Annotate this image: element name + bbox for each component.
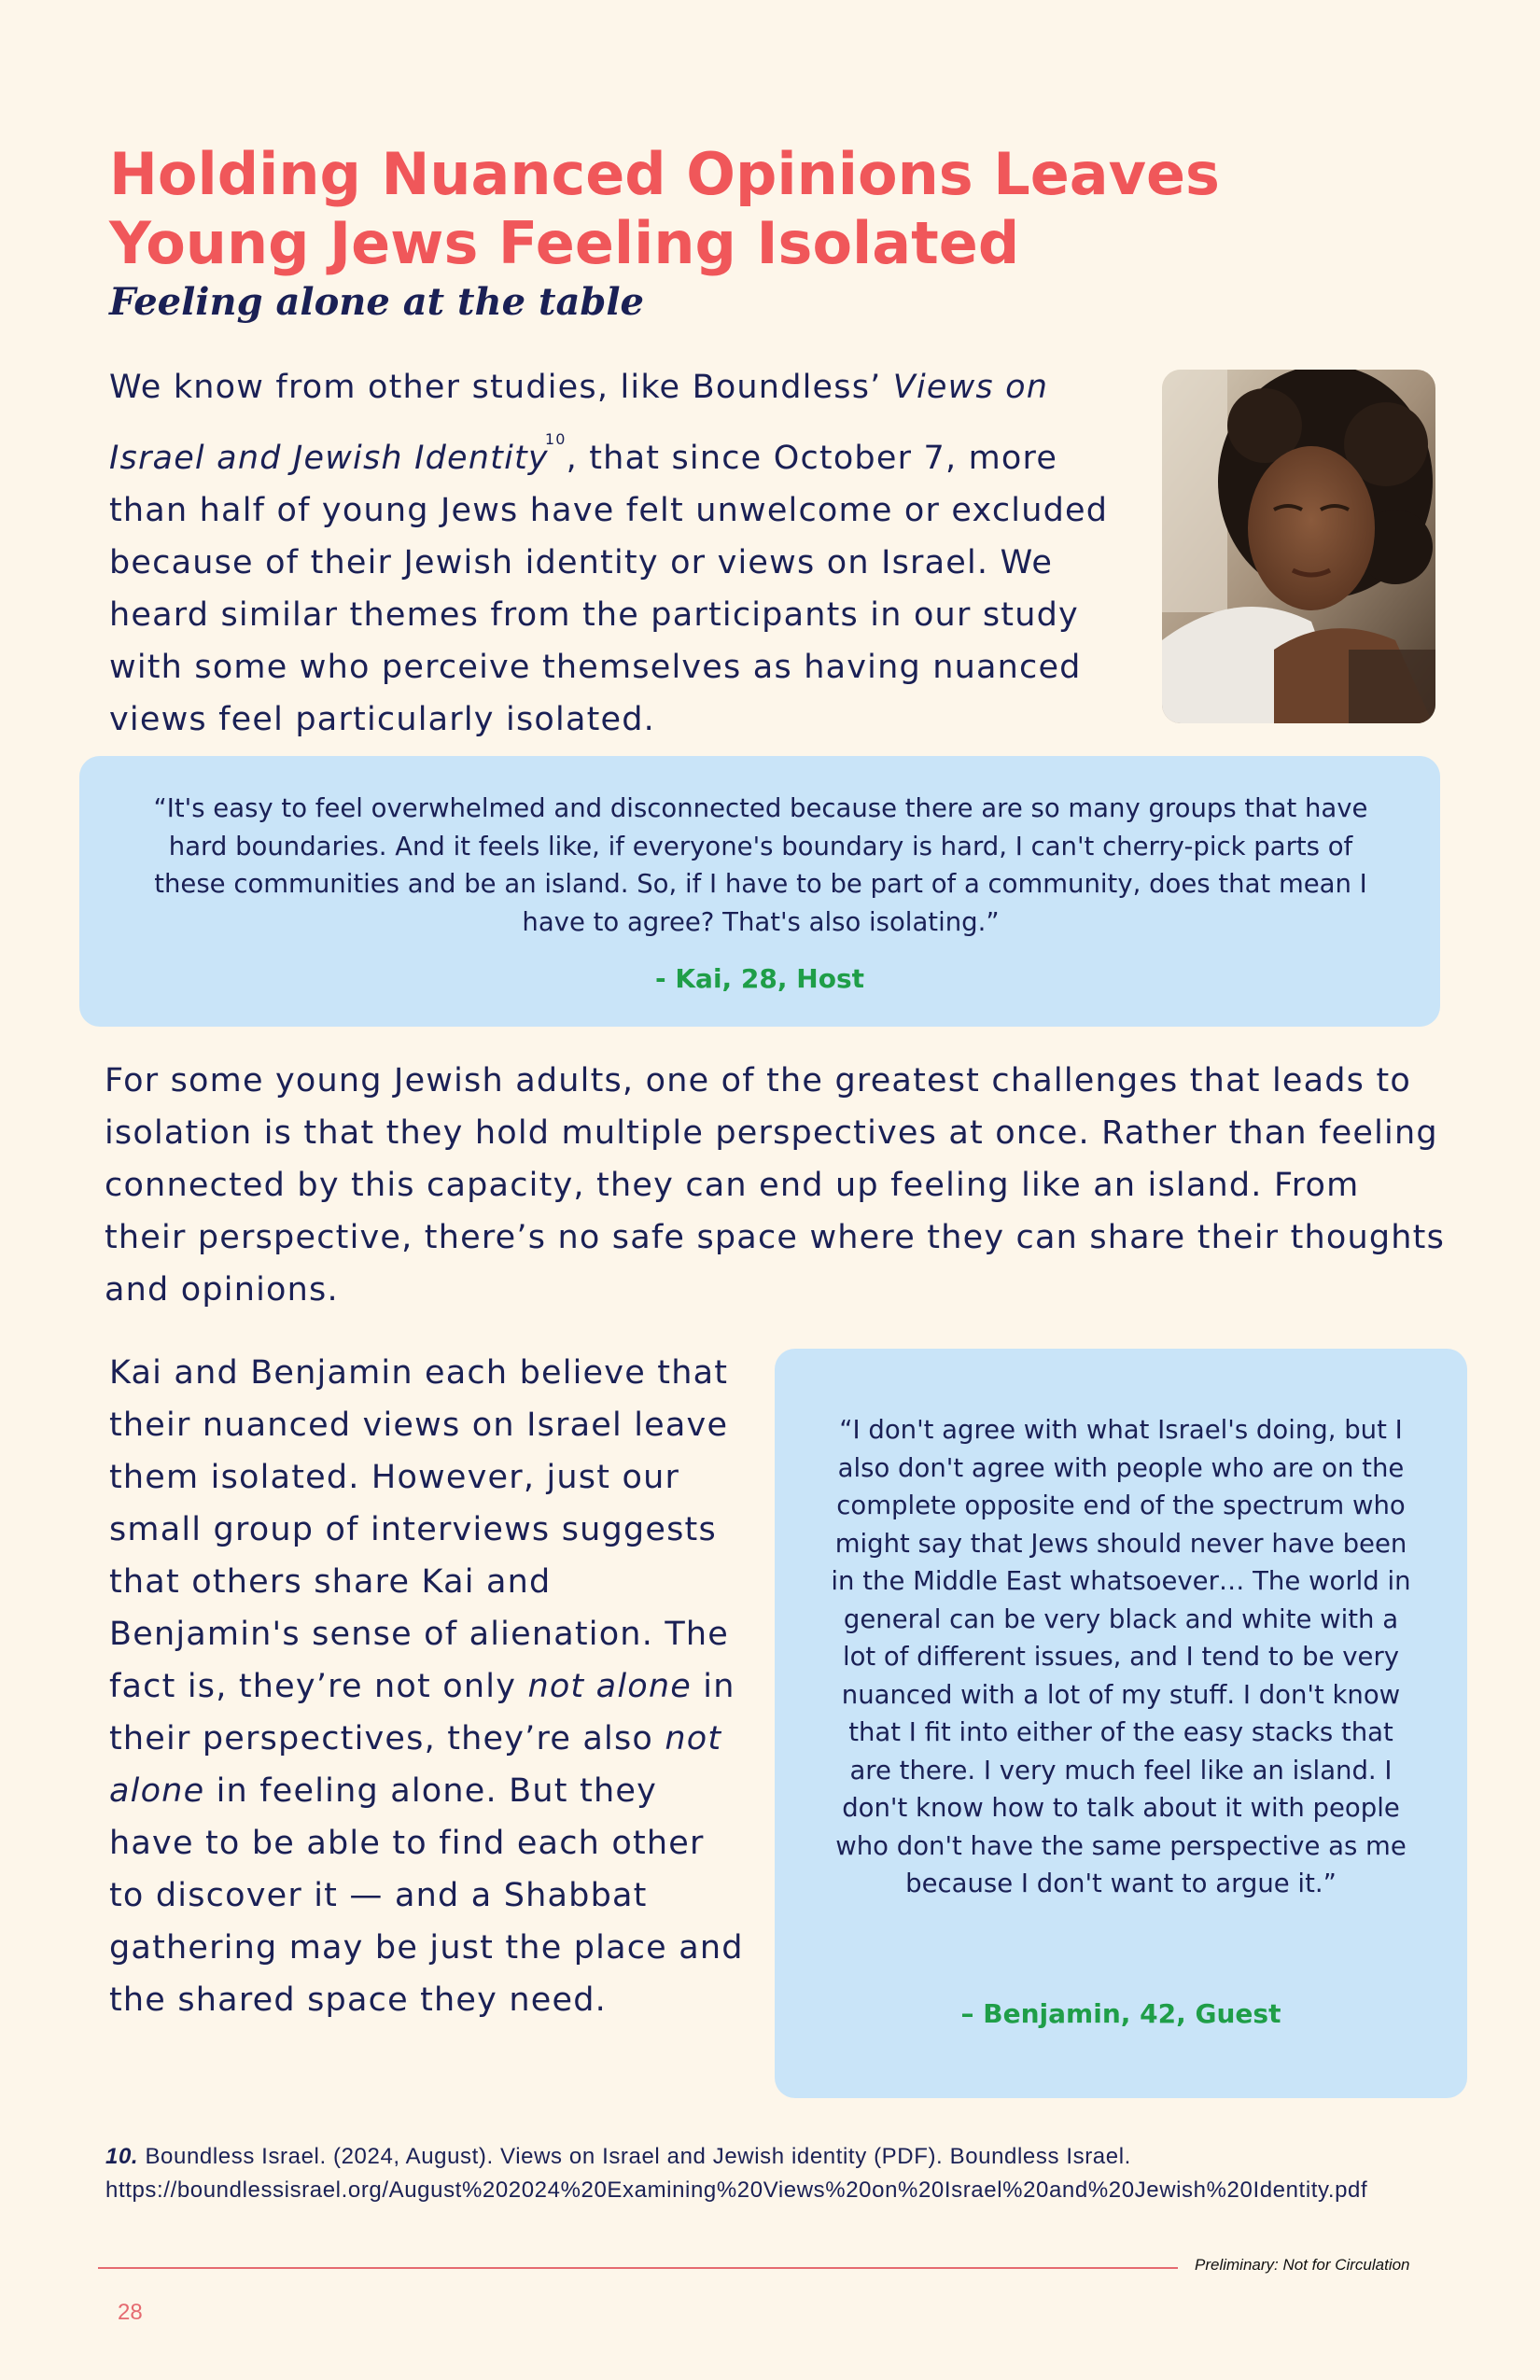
title-line-1: Holding Nuanced Opinions Leaves — [109, 140, 1220, 208]
body-paragraph-2: For some young Jewish adults, one of the greatest challenges that leads to isolation is that they hold multiple perspectives at once. Rather than feeling connected by this capacity, they can end up feeling like an island. From their perspective, there’s no safe space where they can share their thoughts and opinions. — [105, 1062, 1446, 1309]
page-number: 28 — [118, 2300, 143, 2325]
p3-text-2: in their perspectives, they’re also — [109, 1668, 735, 1757]
quote-text: “I don't agree with what Israel's doing, but I also don't agree with people who are on the complete opposite end of the spectrum who might say that Jews should never have been in the Middle East whatsoever… The world in general can be very black and white with a lot of different issues, and I tend to be very nuanced with a lot of my stuff. I don't know that I fit into either of the easy stacks that are there. I very much feel like an island. I don't know how to talk about it with people who don't have the same perspective as me because I don't want to argue it.” — [831, 1415, 1411, 1898]
page-subtitle: Feeling alone at the table — [109, 280, 644, 324]
title-line-2: Young Jews Feeling Isolated — [109, 209, 1020, 277]
page-title — [109, 140, 1229, 278]
intro-text-2: , that since October 7, more than half of young Jews have felt unwelcome or excluded because of their Jewish identity or views on Israel. We heard similar themes from the participants in our study with some who perceive themselves as having nuanced views feel particularly isolated. — [109, 440, 1109, 738]
intro-paragraph — [109, 361, 1136, 746]
footnote-citation: Boundless Israel. (2024, August). Views on Israel and Jewish identity (PDF). Boundless Israel. — [138, 2144, 1131, 2169]
p3-text-3: in feeling alone. But they have to be able to find each other to discover it — and a Shabbat gathering may be just the place and the shared space they need. — [109, 1772, 744, 2019]
circulation-notice: Preliminary: Not for Circulation — [1195, 2256, 1410, 2274]
body-paragraph-3 — [109, 1347, 744, 2026]
quote-attribution: - Kai, 28, Host — [654, 963, 864, 994]
footnote-ref[interactable]: 10 — [544, 430, 567, 448]
p3-emphasis-2: not alone — [109, 1720, 722, 1810]
footer-divider — [98, 2267, 1178, 2269]
quote-box-kai — [79, 756, 1440, 1027]
intro-text-1: We know from other studies, like Boundless’ — [109, 369, 893, 406]
p3-emphasis-1: not alone — [527, 1668, 692, 1705]
quote-attribution: – Benjamin, 42, Guest — [960, 1998, 1281, 2029]
intro-study-title: Views on Israel and Jewish Identity — [109, 369, 1049, 477]
quote-box-benjamin — [775, 1349, 1467, 2098]
p3-text-1: Kai and Benjamin each believe that their nuanced views on Israel leave them isolated. However, just our small group of interviews suggests that others share Kai and Benjamin's sense of alienation. The fact is, they’re not only — [109, 1354, 730, 1705]
footnote — [105, 2140, 1431, 2207]
footnote-url-link[interactable]: https://boundlessisrael.org/August%202024%20Examining%20Views%20on%20Israel%20and%20Jewish%20Identity.pdf — [105, 2177, 1368, 2203]
footnote-number: 10. — [105, 2144, 139, 2169]
woman-portrait-photo — [1162, 370, 1435, 723]
quote-text: “It's easy to feel overwhelmed and disconnected because there are so many groups that have hard boundaries. And it feels like, if everyone's boundary is hard, I can't cherry-pick parts of these communities and be an island. So, if I have to be part of a community, does that mean I have to agree? That's also isolating.” — [153, 793, 1368, 937]
